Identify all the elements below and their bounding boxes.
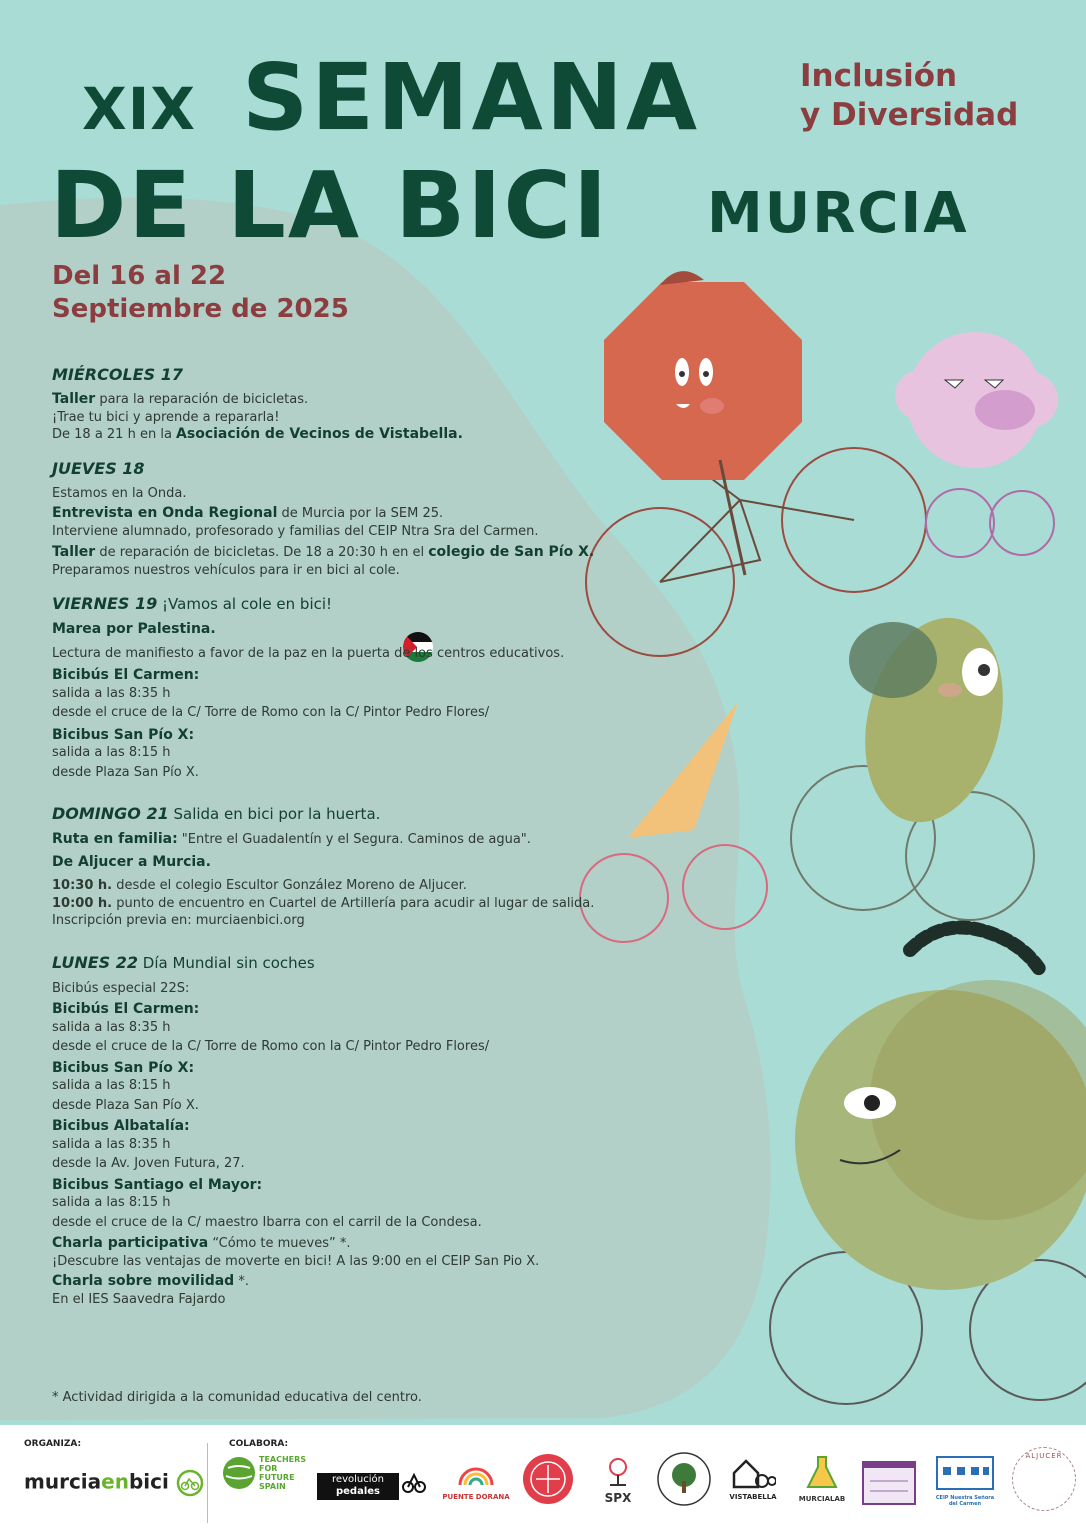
thu-line-4 xyxy=(52,544,692,562)
carmen-text: CEIP Nuestra Señora del Carmen xyxy=(935,1495,995,1507)
title-roman-numeral: XIX xyxy=(82,75,197,143)
vistabella-text: VISTABELLA xyxy=(729,1493,777,1501)
day-title-sunday xyxy=(52,803,692,825)
wed-line-3 xyxy=(52,426,692,444)
tree-people-icon xyxy=(598,1457,638,1487)
sun-ruta xyxy=(52,831,692,849)
pedales-text: pedales xyxy=(335,1486,380,1497)
mon-bicibus-sanpio-title: Bicibus San Pío X: xyxy=(52,1059,195,1076)
revolucion-pedales-logo[interactable] xyxy=(317,1473,399,1500)
puente-doranda-logo[interactable] xyxy=(440,1455,512,1501)
spx-text: SPX xyxy=(604,1491,632,1505)
friday-label: VIERNES 19 xyxy=(52,594,158,613)
friday-subtitle: ¡Vamos al cole en bici! xyxy=(157,595,333,613)
thu-line-1: Estamos en la Onda. xyxy=(52,485,187,501)
thu-line-2 xyxy=(52,505,692,523)
school-building-icon xyxy=(935,1455,995,1491)
sun-time-1-hour: 10:30 h. xyxy=(52,878,113,893)
teachers-text: TEACHERS FOR FUTURE SPAIN xyxy=(259,1455,307,1491)
title-de-la-bici: DE LA BICI xyxy=(50,152,610,259)
wed-taller-rest: para la reparación de bicicletas. xyxy=(95,392,309,407)
fri-bicibus-sanpio-place: desde Plaza San Pío X. xyxy=(52,764,199,780)
mon-bicibus-sanpio-place: desde Plaza San Pío X. xyxy=(52,1097,199,1113)
sun-time-2-hour: 10:00 h. xyxy=(52,895,113,911)
mon-charla-1-rest: “Cómo te mueves” *. xyxy=(208,1236,351,1251)
footnote: * Actividad dirigida a la comunidad educativa del centro. xyxy=(52,1390,422,1405)
bike-icon xyxy=(176,1469,204,1497)
divider xyxy=(207,1443,208,1523)
sunday-label: DOMINGO 21 xyxy=(52,804,169,823)
wed-taller: Taller xyxy=(52,391,96,407)
mon-charla-2-rest: *. xyxy=(234,1274,249,1289)
mon-charla-1-detail: ¡Descubre las ventajas de moverte en bici! A las 9:00 en el CEIP San Pio X. xyxy=(52,1253,540,1269)
mon-bicibus-santiago-title: Bicibus Santiago el Mayor: xyxy=(52,1176,263,1193)
sunday-subtitle: Salida en bici por la huerta. xyxy=(168,805,381,823)
title-murcia: MURCIA xyxy=(707,181,969,246)
puente-text: PUENTE DORANA xyxy=(442,1493,510,1501)
mon-bicibus-santiago-place: desde el cruce de la C/ maestro Ibarra con el carril de la Condesa. xyxy=(52,1214,482,1230)
house-bike-icon xyxy=(730,1457,776,1489)
fri-bicibus-carmen-title: Bicibús El Carmen: xyxy=(52,667,200,683)
mon-bicibus-albatalia-place: desde la Av. Joven Futura, 27. xyxy=(52,1156,245,1171)
mon-charla-1-title: Charla participativa xyxy=(52,1235,209,1251)
fri-lectura: Lectura de manifiesto a favor de la paz en la puerta de los centros educativos. xyxy=(52,645,565,661)
sun-time-1-rest: desde el colegio Escultor González Moreno de Aljucer. xyxy=(112,878,467,893)
sun-ruta-rest: "Entre el Guadalentín y el Segura. Caminos de agua". xyxy=(177,832,531,847)
fri-bicibus-carmen-place: desde el cruce de la C/ Torre de Romo con la C/ Pintor Pedro Flores/ xyxy=(52,705,490,720)
rainbow-icon xyxy=(456,1455,496,1489)
sun-inscripcion: Inscripción previa en: murciaenbici.org xyxy=(52,913,305,928)
teachers-for-future-logo[interactable] xyxy=(222,1455,305,1491)
mon-bicibus-carmen-place: desde el cruce de la C/ Torre de Romo con la C/ Pintor Pedro Flores/ xyxy=(52,1039,490,1054)
murciaenbici-part-b: en xyxy=(101,1469,129,1494)
red-seal-logo[interactable] xyxy=(522,1453,574,1505)
mon-bicibus-santiago-time: salida a las 8:15 h xyxy=(52,1195,171,1210)
event-dates xyxy=(52,260,349,327)
sun-time-2 xyxy=(52,895,692,913)
murciaenbici-part-c: bici xyxy=(128,1469,169,1494)
mon-bicibus-sanpio-time: salida a las 8:15 h xyxy=(52,1078,171,1093)
aljucer-text: ALJUCER xyxy=(1025,1452,1063,1460)
title-diversidad: y Diversidad xyxy=(800,97,1019,133)
thu-taller: Taller xyxy=(52,544,96,560)
day-title-monday xyxy=(52,952,692,974)
murcialab-logo[interactable] xyxy=(796,1455,848,1503)
monday-subtitle: Día Mundial sin coches xyxy=(138,953,315,972)
murcia-bike-icon xyxy=(402,1465,426,1501)
day-title-friday xyxy=(52,593,692,615)
fri-bicibus-sanpio-time: salida a las 8:15 h xyxy=(52,745,171,760)
sun-aljucer: De Aljucer a Murcia. xyxy=(52,853,211,870)
green-circle-cyclist-illustration xyxy=(770,928,1086,1405)
olive-cyclist-illustration xyxy=(791,603,1034,920)
mon-intro: Bicibús especial 22S: xyxy=(52,980,190,996)
mon-bicibus-albatalia-title: Bicibus Albatalía: xyxy=(52,1118,190,1134)
colabora-label: COLABORA: xyxy=(229,1439,289,1449)
purple-school-logo[interactable] xyxy=(862,1461,916,1505)
thu-entrevista-rest: de Murcia por la SEM 25. xyxy=(277,506,444,521)
thu-line-5: Preparamos nuestros vehículos para ir en bici al cole. xyxy=(52,562,400,578)
murciaenbici-part-a: murcia xyxy=(24,1469,102,1494)
thu-taller-location: colegio de San Pío X. xyxy=(428,544,595,560)
mon-charla-2 xyxy=(52,1273,692,1291)
wed-location: Asociación de Vecinos de Vistabella. xyxy=(176,426,463,442)
fri-bicibus-carmen-time: salida a las 8:35 h xyxy=(52,685,171,701)
dates-line-2: Septiembre de 2025 xyxy=(52,294,349,325)
revolucion-text: revolución xyxy=(332,1474,384,1485)
thu-line-3: Interviene alumnado, profesorado y familias del CEIP Ntra Sra del Carmen. xyxy=(52,523,539,539)
thu-taller-rest: de reparación de bicicletas. De 18 a 20:30 h en el xyxy=(95,545,429,560)
aljucer-logo[interactable] xyxy=(1012,1447,1076,1511)
title-semana: SEMANA xyxy=(242,44,701,151)
mon-charla-1 xyxy=(52,1235,692,1253)
title-inclusion: Inclusión xyxy=(800,58,958,94)
tree-seal-logo[interactable] xyxy=(656,1451,712,1507)
monday-label: LUNES 22 xyxy=(52,952,138,972)
sun-time-2-rest: punto de encuentro en Cuartel de Artillería para acudir al lugar de salida. xyxy=(112,895,595,911)
mon-bicibus-carmen-title: Bicibús El Carmen: xyxy=(52,1001,200,1017)
murciaenbici-logo[interactable] xyxy=(24,1469,204,1497)
sun-ruta-label: Ruta en familia: xyxy=(52,831,178,847)
wed-line-3-pre: De 18 a 21 h en la xyxy=(52,427,177,442)
wed-line-2: ¡Trae tu bici y aprende a repararla! xyxy=(52,409,280,425)
sun-time-1 xyxy=(52,877,692,895)
fri-bicibus-sanpio-title: Bicibus San Pío X: xyxy=(52,726,195,743)
mon-charla-2-detail: En el IES Saavedra Fajardo xyxy=(52,1291,226,1307)
pink-cloud-cyclist-illustration xyxy=(895,332,1058,557)
sponsors-footer xyxy=(0,1425,1086,1536)
thu-entrevista: Entrevista en Onda Regional xyxy=(52,505,278,521)
vistabella-logo[interactable] xyxy=(728,1457,778,1501)
mon-charla-2-title: Charla sobre movilidad xyxy=(52,1273,235,1289)
day-title-wednesday: MIÉRCOLES 17 xyxy=(52,365,183,384)
mon-bicibus-albatalia-time: salida a las 8:35 h xyxy=(52,1136,171,1152)
organiza-label: ORGANIZA: xyxy=(24,1439,82,1449)
mon-bicibus-carmen-time: salida a las 8:35 h xyxy=(52,1019,171,1035)
spx-logo[interactable] xyxy=(590,1457,646,1505)
fri-marea: Marea por Palestina. xyxy=(52,621,216,637)
murcialab-text: MURCIALAB xyxy=(798,1495,846,1503)
globe-icon xyxy=(222,1456,256,1490)
program-content xyxy=(52,364,692,1308)
flask-icon xyxy=(805,1455,839,1491)
wed-line-1 xyxy=(52,391,692,409)
dates-line-1: Del 16 al 22 xyxy=(52,261,227,291)
day-title-thursday: JUEVES 18 xyxy=(52,458,145,478)
ceip-carmen-logo[interactable] xyxy=(932,1455,998,1507)
